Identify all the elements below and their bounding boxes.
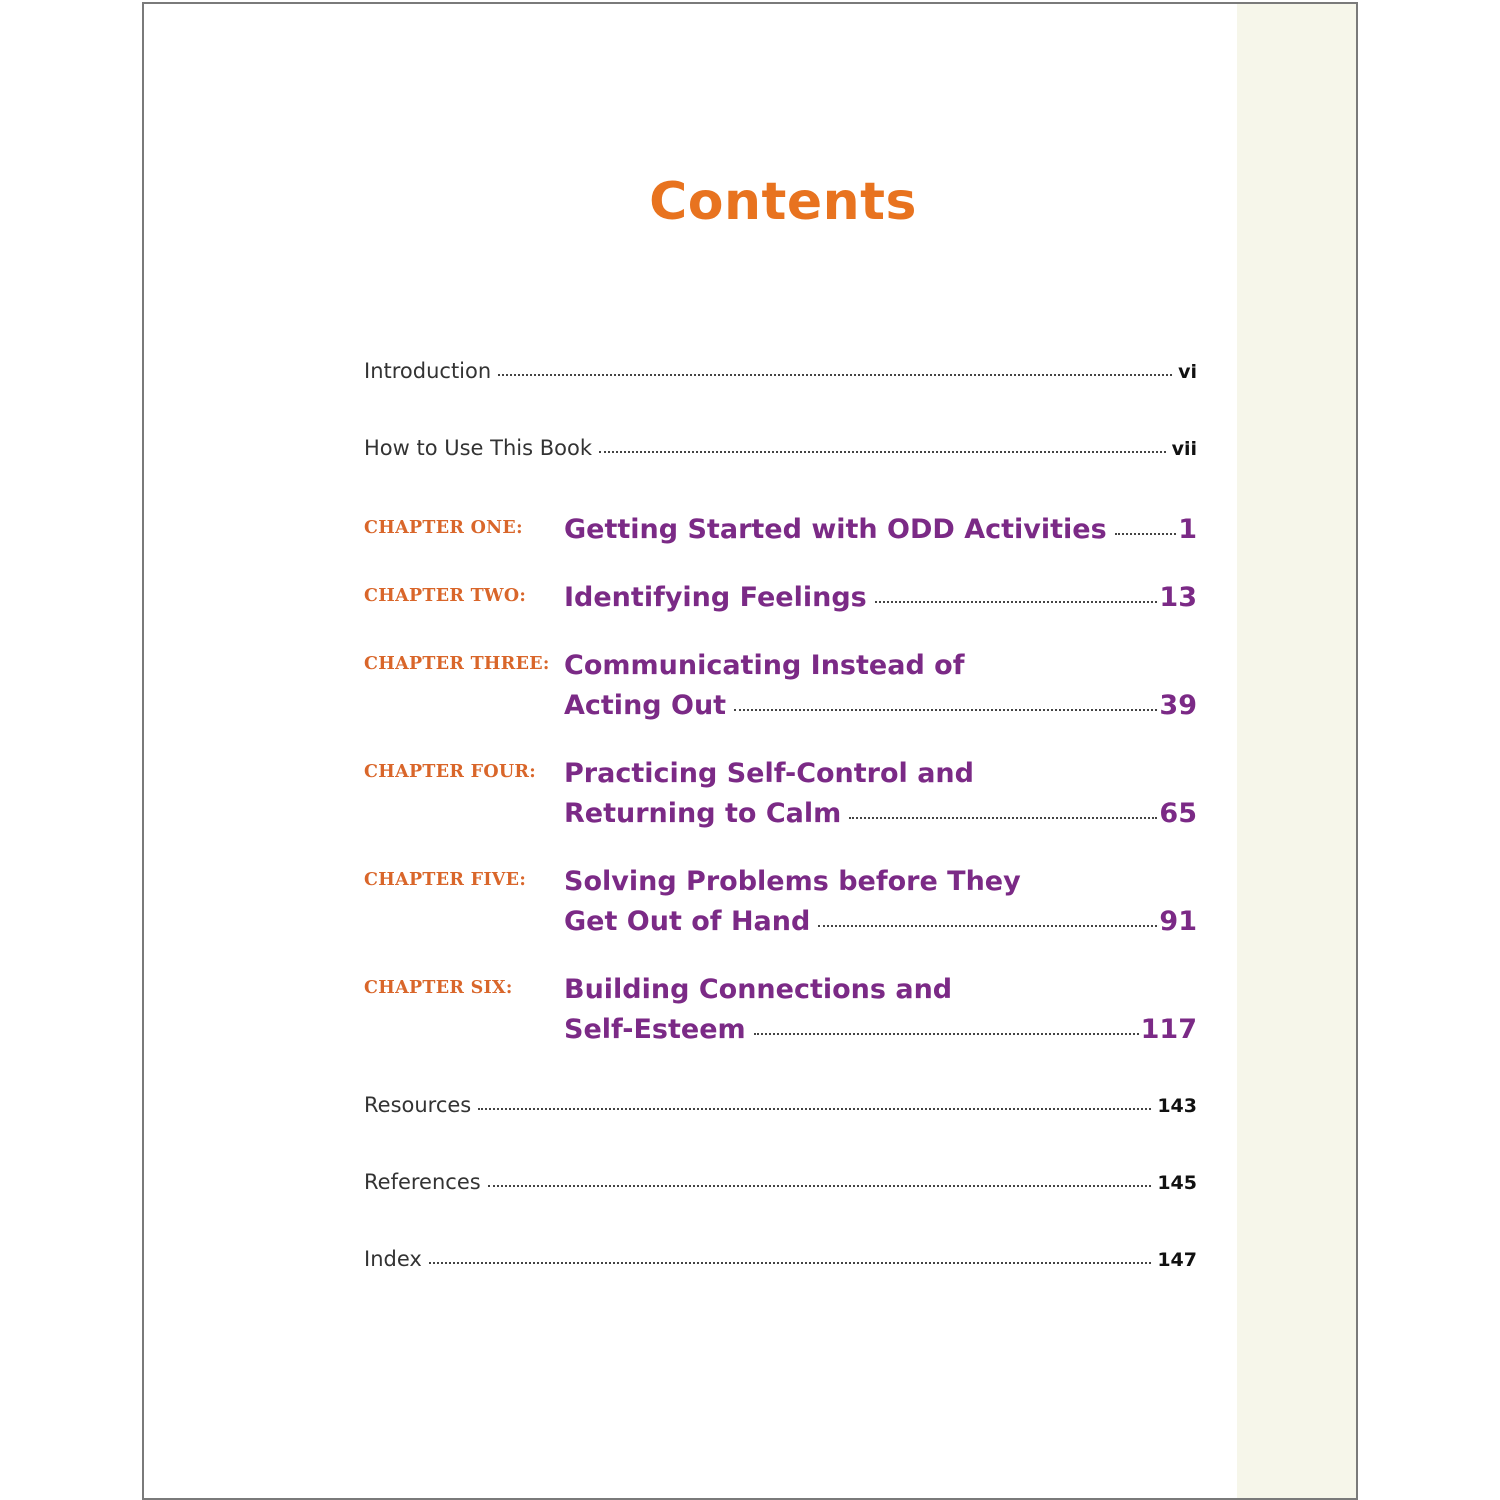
toc-entry-introduction[interactable] [364, 359, 1197, 383]
chapter-page: 91 [1159, 906, 1197, 937]
chapter-label: CHAPTER FIVE: [364, 870, 527, 890]
chapter-label: CHAPTER SIX: [364, 978, 513, 998]
chapter-title [564, 646, 1197, 726]
toc-entry-resources[interactable] [364, 1093, 1197, 1117]
toc-entry-label: Introduction [364, 359, 492, 383]
contents-title: Contents [649, 172, 917, 232]
book-page [142, 2, 1358, 1500]
chapter-title-line: Acting Out [564, 690, 727, 721]
toc-entry-page: vi [1178, 361, 1197, 383]
chapter-page: 39 [1159, 690, 1197, 721]
chapter-title [564, 510, 1197, 550]
dot-leader [498, 373, 1172, 376]
chapter-title-line: Solving Problems before They [564, 866, 1021, 897]
toc-entry-page: vii [1171, 438, 1197, 460]
toc-entry-label: Index [364, 1247, 422, 1271]
toc-entry-label: How to Use This Book [364, 436, 593, 460]
dot-leader [734, 708, 1157, 711]
dot-leader [818, 924, 1157, 927]
chapter-title-line: Get Out of Hand [564, 906, 811, 937]
dot-leader [599, 450, 1166, 453]
chapter-title [564, 970, 1197, 1050]
chapter-title-line: Communicating Instead of [564, 650, 965, 681]
chapter-label: CHAPTER THREE: [364, 654, 550, 674]
toc-entry-page: 145 [1157, 1172, 1197, 1194]
chapter-title-line: Returning to Calm [564, 798, 842, 829]
toc-entry-page: 147 [1157, 1249, 1197, 1271]
dot-leader [478, 1107, 1151, 1110]
dot-leader [849, 816, 1157, 819]
chapter-title-line: Self-Esteem [564, 1014, 746, 1045]
dot-leader [429, 1261, 1152, 1264]
toc-entry-references[interactable] [364, 1170, 1197, 1194]
dot-leader [875, 600, 1158, 603]
chapter-title-line: Building Connections and [564, 974, 953, 1005]
chapter-title-line: Practicing Self-Control and [564, 758, 974, 789]
chapter-page: 117 [1140, 1014, 1197, 1045]
toc-entry-label: Resources [364, 1093, 472, 1117]
dot-leader [1115, 532, 1177, 535]
toc-entry-how-to-use[interactable] [364, 436, 1197, 460]
chapter-page: 65 [1159, 798, 1197, 829]
dot-leader [754, 1032, 1139, 1035]
chapter-title-line: Getting Started with ODD Activities [564, 514, 1107, 545]
chapter-title-line: Identifying Feelings [564, 582, 867, 613]
chapter-page: 1 [1178, 514, 1197, 545]
chapter-page: 13 [1159, 582, 1197, 613]
chapter-title [564, 754, 1197, 834]
toc-entry-page: 143 [1157, 1095, 1197, 1117]
chapter-label: CHAPTER FOUR: [364, 762, 537, 782]
dot-leader [488, 1184, 1152, 1187]
chapter-title [564, 862, 1197, 942]
toc-entry-index[interactable] [364, 1247, 1197, 1271]
toc-entry-label: References [364, 1170, 481, 1194]
chapter-title [564, 578, 1197, 618]
chapter-label: CHAPTER ONE: [364, 518, 523, 538]
chapter-label: CHAPTER TWO: [364, 586, 527, 606]
